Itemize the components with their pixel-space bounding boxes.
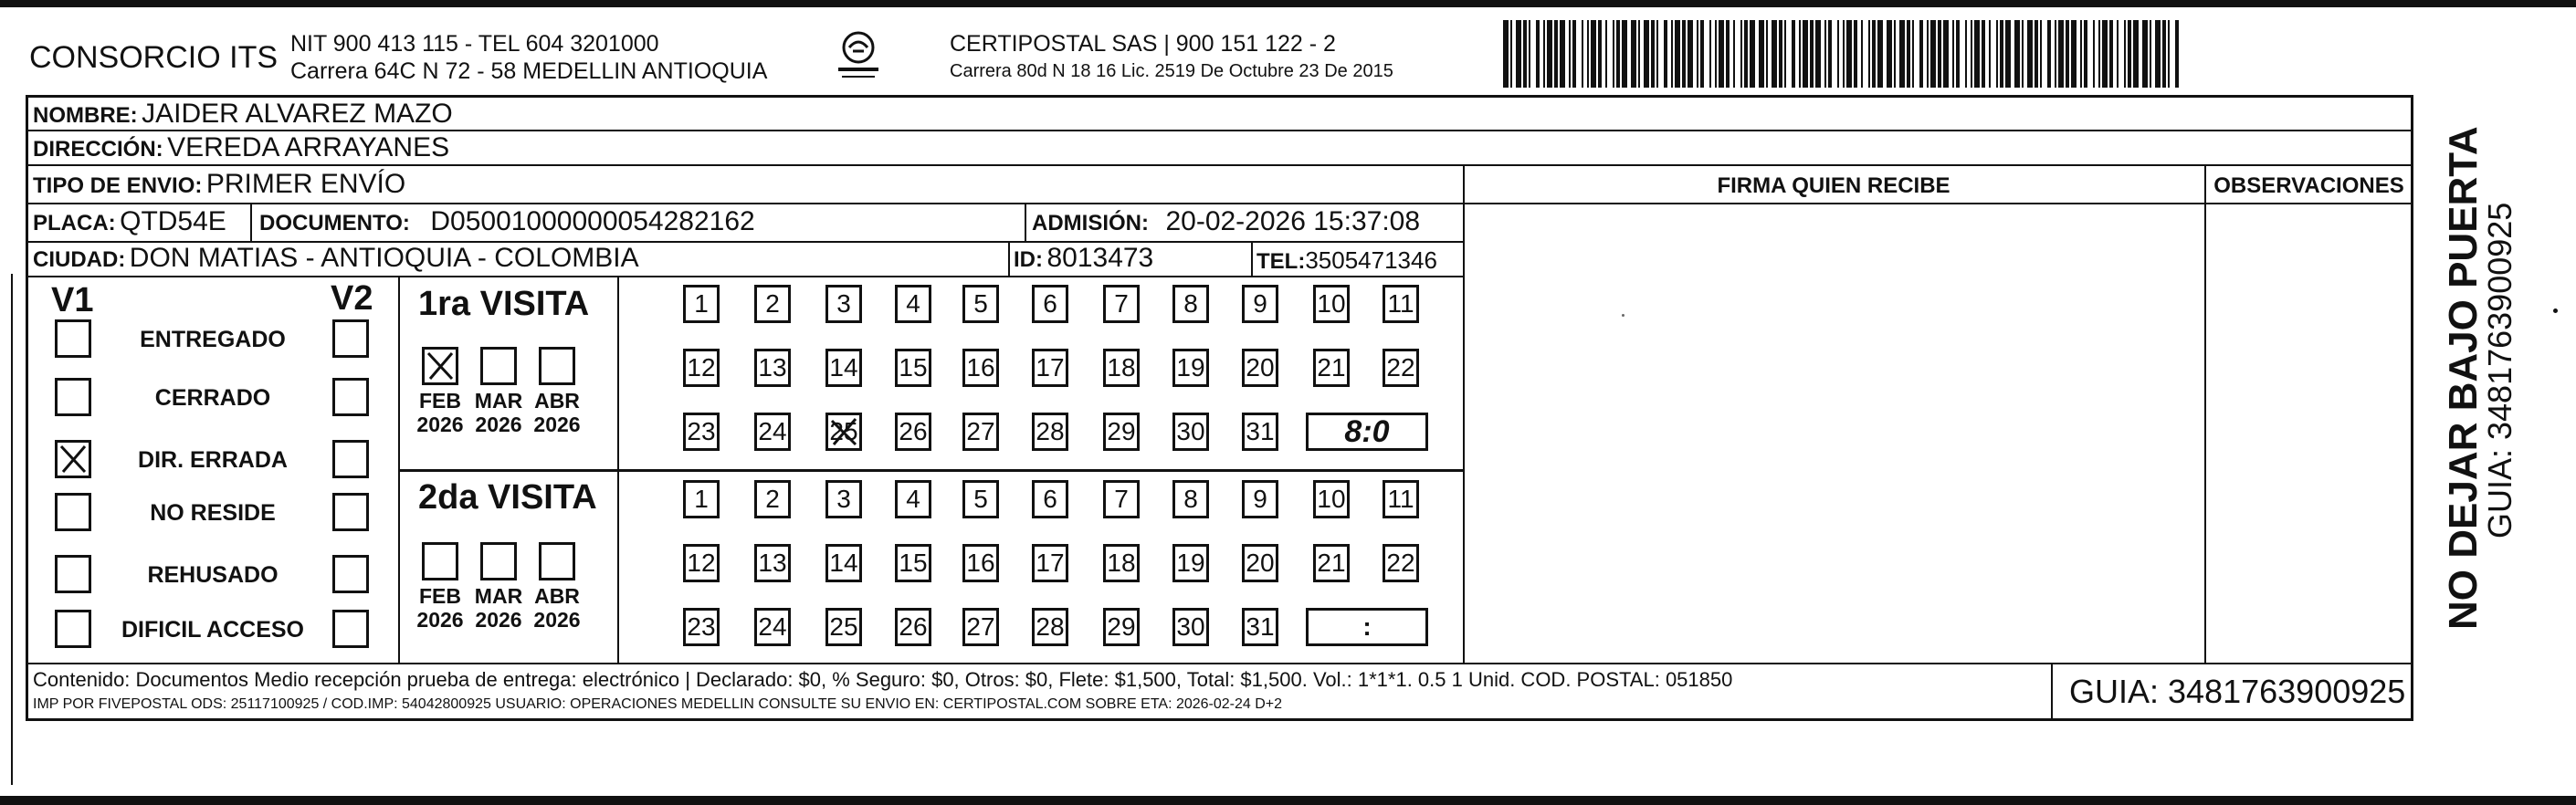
footer-line2: IMP POR FIVEPOSTAL ODS: 25117100925 / COD.IMP: 54042800925 USUARIO: OPERACIONES MEDELLIN CONSULTE SU ENVIO EN: CERTIPOSTAL.COM SOBRE ETA: 2026-02-24 D+2 <box>33 696 1283 712</box>
v2-checkbox[interactable] <box>332 319 369 358</box>
barcode-bar <box>1803 20 1808 88</box>
barcode-bar <box>1854 20 1857 88</box>
barcode-bar <box>2066 20 2069 88</box>
ciudad-label: CIUDAD: <box>33 247 126 272</box>
company-nit-tel: NIT 900 413 115 - TEL 604 3201000 <box>290 31 659 57</box>
ciudad-value: DON MATIAS - ANTIOQUIA - COLOMBIA <box>129 243 639 273</box>
divider <box>1463 203 2413 204</box>
v1-checkbox[interactable] <box>55 378 91 416</box>
bottom-edge <box>0 796 2576 805</box>
day-box[interactable]: 28 <box>1032 608 1068 646</box>
stray-dot <box>1622 314 1624 317</box>
barcode-bar <box>1682 20 1686 88</box>
month-name: FEB <box>419 389 461 413</box>
month-name: ABR <box>534 584 580 608</box>
day-box[interactable]: 12 <box>683 349 720 387</box>
barcode-bar <box>1887 20 1892 88</box>
stray-dot <box>2553 308 2558 313</box>
barcode-bar <box>1598 20 1602 88</box>
day-box[interactable]: 16 <box>962 349 999 387</box>
v2-checkbox[interactable] <box>332 440 369 478</box>
barcode-bar <box>1616 20 1620 88</box>
day-box[interactable]: 13 <box>754 544 791 582</box>
v2-checkbox[interactable] <box>332 493 369 531</box>
barcode-bar <box>2109 20 2113 88</box>
barcode-bar <box>2000 20 2003 88</box>
barcode-bar <box>1560 20 1565 88</box>
barcode-bar <box>1719 20 1724 88</box>
direccion-value: VEREDA ARRAYANES <box>167 132 450 162</box>
day-box[interactable]: 5 <box>962 480 999 518</box>
barcode-bar <box>2058 20 2064 88</box>
barcode-bar <box>2175 20 2179 88</box>
barcode-bar <box>2084 20 2087 88</box>
barcode-bar <box>1810 20 1814 88</box>
footer-guia: GUIA: 3481763900925 <box>2069 673 2406 710</box>
check-mark-icon <box>58 443 89 476</box>
barcode-bar <box>1529 20 1530 88</box>
barcode-bar <box>1587 20 1589 88</box>
day-box[interactable]: 19 <box>1172 349 1209 387</box>
barcode-bar <box>1744 20 1748 88</box>
carrier-name: CERTIPOSTAL SAS | 900 151 122 - 2 <box>950 31 1336 57</box>
barcode-bar <box>1872 20 1876 88</box>
direccion-label: DIRECCIÓN: <box>33 137 163 162</box>
day-box[interactable]: 21 <box>1313 349 1350 387</box>
day-box[interactable]: 5 <box>962 285 999 323</box>
barcode <box>1503 20 2181 88</box>
v2-checkbox[interactable] <box>332 610 369 648</box>
barcode-bar <box>1943 20 1949 88</box>
barcode-bar <box>1996 20 1998 88</box>
day-box[interactable]: 3 <box>825 480 862 518</box>
day-box[interactable]: 19 <box>1172 544 1209 582</box>
day-box[interactable]: 11 <box>1383 285 1419 323</box>
day-box[interactable]: 4 <box>895 285 931 323</box>
barcode-bar <box>1638 20 1640 88</box>
day-box[interactable]: 18 <box>1103 544 1140 582</box>
placa-value: QTD54E <box>120 206 226 236</box>
obs-column-line <box>2204 164 2206 663</box>
id-label: ID: <box>1014 247 1043 272</box>
month-checkbox[interactable] <box>539 347 575 385</box>
barcode-bar <box>1815 20 1821 88</box>
barcode-bar <box>1591 20 1596 88</box>
month-year: 2026 <box>533 413 581 437</box>
day-box[interactable]: 14 <box>825 349 862 387</box>
barcode-bar <box>1572 20 1576 88</box>
barcode-bar <box>1846 20 1852 88</box>
footer-line1: Contenido: Documentos Medio recepción prueba de entrega: electrónico | Declarado: $0, % Seguro: $0, Otros: $0, Flete: $1,500, Total: $1,500. Vol.: 1*1*1. 0.5 1 Unid. COD. POSTAL: 051850 <box>33 668 1733 691</box>
day-box[interactable]: 7 <box>1103 480 1140 518</box>
status-label: ENTREGADO <box>140 327 286 352</box>
barcode-bar <box>2155 20 2161 88</box>
barcode-bar <box>2055 20 2056 88</box>
barcode-bar <box>1938 20 1941 88</box>
v1-checkbox[interactable] <box>55 610 91 648</box>
barcode-bar <box>1554 20 1558 88</box>
month-name: MAR <box>474 584 523 608</box>
divider <box>26 203 1463 204</box>
day-box[interactable]: 6 <box>1032 285 1068 323</box>
barcode-bar <box>2128 20 2131 88</box>
barcode-bar <box>1644 20 1649 88</box>
v2-header: V2 <box>331 279 373 318</box>
divider <box>26 276 1463 277</box>
day-box[interactable]: 8 <box>1172 480 1209 518</box>
barcode-bar <box>1912 20 1914 88</box>
day-box[interactable]: 6 <box>1032 480 1068 518</box>
day-box[interactable]: 11 <box>1383 480 1419 518</box>
v1-header: V1 <box>51 281 94 319</box>
barcode-bar <box>1919 20 1923 88</box>
barcode-bar <box>1651 20 1655 88</box>
v1-checkbox[interactable] <box>55 319 91 358</box>
barcode-bar <box>2005 20 2011 88</box>
barcode-bar <box>1671 20 1673 88</box>
month-checkbox[interactable] <box>539 542 575 580</box>
month-label <box>473 389 524 437</box>
month-checkbox[interactable] <box>422 542 458 580</box>
day-box[interactable]: 24 <box>754 413 791 451</box>
barcode-bar <box>1759 20 1764 88</box>
divider <box>1251 241 1253 276</box>
day-box[interactable]: 10 <box>1313 285 1350 323</box>
id-value: 8013473 <box>1046 243 1154 273</box>
side-text-block <box>2418 100 2518 648</box>
company-address: Carrera 64C N 72 - 58 MEDELLIN ANTIOQUIA <box>290 58 768 84</box>
barcode-bar <box>1726 20 1730 88</box>
barcode-bar <box>2150 20 2151 88</box>
status-label: CERRADO <box>154 385 271 411</box>
v1-checkbox[interactable] <box>55 440 91 478</box>
documento-value: D05001000000054282162 <box>430 206 755 236</box>
barcode-bar <box>2133 20 2139 88</box>
barcode-bar <box>1688 20 1693 88</box>
barcode-bar <box>1772 20 1777 88</box>
barcode-bar <box>1536 20 1540 88</box>
day-box[interactable]: 20 <box>1242 544 1278 582</box>
time-box[interactable]: : <box>1306 608 1428 646</box>
barcode-bar <box>1733 20 1735 88</box>
day-box[interactable]: 25 <box>825 608 862 646</box>
status-label: DIFICIL ACCESO <box>121 617 304 643</box>
ciudad-row <box>33 245 639 272</box>
v1-checkbox[interactable] <box>55 555 91 593</box>
top-edge <box>0 0 2576 7</box>
tel-value: 3505471346 <box>1305 246 1437 274</box>
day-box[interactable]: 27 <box>962 608 999 646</box>
id-row <box>1014 245 1153 272</box>
day-box[interactable]: 9 <box>1242 285 1278 323</box>
day-box[interactable]: 13 <box>754 349 791 387</box>
day-box[interactable]: 2 <box>754 480 791 518</box>
admision-label: ADMISIÓN: <box>1032 211 1149 235</box>
documento-row <box>259 208 755 235</box>
day-box[interactable]: 9 <box>1242 480 1278 518</box>
tipo-row <box>33 171 405 198</box>
nombre-row <box>33 100 453 128</box>
company-name: CONSORCIO ITS <box>29 40 279 75</box>
observaciones-header: OBSERVACIONES <box>2213 173 2404 198</box>
tipo-value: PRIMER ENVÍO <box>205 169 406 199</box>
divider <box>398 469 1463 472</box>
barcode-bar <box>2047 20 2051 88</box>
day-box[interactable]: 20 <box>1242 349 1278 387</box>
barcode-bar <box>1700 20 1704 88</box>
month-name: FEB <box>419 584 461 608</box>
day-box[interactable]: 30 <box>1172 608 1209 646</box>
barcode-bar <box>2162 20 2166 88</box>
day-box[interactable]: 25 <box>825 413 862 451</box>
barcode-bar <box>1510 20 1512 88</box>
firma-header: FIRMA QUIEN RECIBE <box>1717 173 1950 198</box>
barcode-bar <box>2142 20 2148 88</box>
day-box[interactable]: 27 <box>962 413 999 451</box>
barcode-bar <box>1843 20 1845 88</box>
barcode-bar <box>1605 20 1607 88</box>
month-label <box>415 584 466 632</box>
barcode-bar <box>1664 20 1667 88</box>
day-box[interactable]: 17 <box>1032 349 1068 387</box>
day-box[interactable]: 4 <box>895 480 931 518</box>
day-box[interactable]: 23 <box>683 608 720 646</box>
firma-column-line <box>1463 164 1465 663</box>
divider <box>2051 663 2053 721</box>
barcode-bar <box>1989 20 1991 88</box>
day-box[interactable]: 7 <box>1103 285 1140 323</box>
barcode-bar <box>1697 20 1698 88</box>
day-box[interactable]: 22 <box>1383 544 1419 582</box>
day-box[interactable]: 1 <box>683 480 720 518</box>
day-box[interactable]: 8 <box>1172 285 1209 323</box>
barcode-bar <box>1613 20 1614 88</box>
day-box[interactable]: 3 <box>825 285 862 323</box>
month-year: 2026 <box>533 608 581 632</box>
day-box[interactable]: 21 <box>1313 544 1350 582</box>
no-dejar-bajo-puerta: NO DEJAR BAJO PUERTA <box>2441 126 2486 630</box>
day-box[interactable]: 17 <box>1032 544 1068 582</box>
month-label <box>531 389 583 437</box>
barcode-bar <box>1971 20 1972 88</box>
check-mark-icon <box>425 350 456 382</box>
status-label: DIR. ERRADA <box>138 447 288 473</box>
barcode-bar <box>2071 20 2077 88</box>
day-box[interactable]: 14 <box>825 544 862 582</box>
admision-value: 20-02-2026 15:37:08 <box>1165 206 1421 236</box>
barcode-bar <box>1631 20 1636 88</box>
day-box[interactable]: 18 <box>1103 349 1140 387</box>
month-year: 2026 <box>416 413 464 437</box>
barcode-bar <box>1715 20 1717 88</box>
barcode-bar <box>1740 20 1742 88</box>
barcode-bar <box>1930 20 1936 88</box>
first-visit-title: 1ra VISITA <box>418 285 590 323</box>
day-box[interactable]: 1 <box>683 285 720 323</box>
barcode-bar <box>1828 20 1832 88</box>
barcode-bar <box>2027 20 2033 88</box>
v2-checkbox[interactable] <box>332 378 369 416</box>
placa-label: PLACA: <box>33 211 116 235</box>
second-visit-title: 2da VISITA <box>418 478 597 517</box>
certipostal-logo <box>831 27 886 82</box>
status-label: NO RESIDE <box>150 500 276 526</box>
month-year: 2026 <box>416 608 464 632</box>
barcode-bar <box>1792 20 1795 88</box>
barcode-bar <box>2014 20 2020 88</box>
v1-checkbox[interactable] <box>55 493 91 531</box>
day-box[interactable]: 31 <box>1242 608 1278 646</box>
barcode-bar <box>2080 20 2082 88</box>
barcode-bar <box>1877 20 1883 88</box>
barcode-bar <box>1656 20 1658 88</box>
barcode-bar <box>1837 20 1839 88</box>
barcode-bar <box>1569 20 1571 88</box>
carrier-license: Carrera 80d N 18 16 Lic. 2519 De Octubre 23 De 2015 <box>950 61 1393 81</box>
day-box[interactable]: 29 <box>1103 608 1140 646</box>
barcode-bar <box>1503 20 1509 88</box>
month-checkbox[interactable] <box>480 347 517 385</box>
barcode-bar <box>2093 20 2095 88</box>
v2-checkbox[interactable] <box>332 555 369 593</box>
month-checkbox[interactable] <box>480 542 517 580</box>
day-box[interactable]: 26 <box>895 608 931 646</box>
barcode-bar <box>1982 20 1985 88</box>
day-box[interactable]: 12 <box>683 544 720 582</box>
tel-label: TEL: <box>1256 249 1306 274</box>
month-label <box>415 389 466 437</box>
barcode-bar <box>1952 20 1954 88</box>
barcode-bar <box>1824 20 1826 88</box>
divider <box>1025 203 1026 241</box>
direccion-row <box>33 134 449 162</box>
barcode-bar <box>1516 20 1521 88</box>
day-box[interactable]: 29 <box>1103 413 1140 451</box>
day-box[interactable]: 10 <box>1313 480 1350 518</box>
day-box[interactable]: 26 <box>895 413 931 451</box>
check-mark-icon <box>828 415 859 448</box>
month-label <box>473 584 524 632</box>
barcode-bar <box>1750 20 1755 88</box>
barcode-bar <box>1675 20 1680 88</box>
day-box[interactable]: 23 <box>683 413 720 451</box>
barcode-bar <box>1861 20 1863 88</box>
day-box[interactable]: 16 <box>962 544 999 582</box>
divider <box>250 203 252 241</box>
barcode-bar <box>2022 20 2024 88</box>
month-label <box>531 584 583 632</box>
barcode-bar <box>1974 20 1980 88</box>
month-year: 2026 <box>475 608 522 632</box>
day-box[interactable]: 22 <box>1383 349 1419 387</box>
barcode-bar <box>2117 20 2119 88</box>
nombre-value: JAIDER ALVAREZ MAZO <box>142 99 453 129</box>
status-label: REHUSADO <box>147 562 279 588</box>
day-box[interactable]: 2 <box>754 285 791 323</box>
barcode-bar <box>1709 20 1711 88</box>
barcode-bar <box>2040 20 2042 88</box>
left-margin-line <box>11 274 13 785</box>
placa-row <box>33 208 226 235</box>
barcode-bar <box>1779 20 1782 88</box>
barcode-bar <box>2035 20 2038 88</box>
day-box[interactable]: 15 <box>895 544 931 582</box>
barcode-bar <box>1523 20 1527 88</box>
barcode-bar <box>1868 20 1870 88</box>
month-year: 2026 <box>475 413 522 437</box>
barcode-bar <box>1956 20 1960 88</box>
barcode-bar <box>1927 20 1929 88</box>
time-box[interactable]: 8:0 <box>1306 413 1428 451</box>
day-box[interactable]: 15 <box>895 349 931 387</box>
barcode-bar <box>1965 20 1967 88</box>
admision-row <box>1032 208 1420 235</box>
barcode-bar <box>2168 20 2170 88</box>
month-name: ABR <box>534 389 580 413</box>
divider <box>1008 241 1010 276</box>
barcode-bar <box>2102 20 2108 88</box>
side-guia: GUIA: 3481763900925 <box>2481 202 2518 538</box>
barcode-bar <box>2124 20 2126 88</box>
divider <box>26 130 2413 131</box>
barcode-bar <box>1582 20 1583 88</box>
divider <box>26 663 2413 664</box>
documento-label: DOCUMENTO: <box>259 211 410 235</box>
barcode-bar <box>1907 20 1910 88</box>
nombre-label: NOMBRE: <box>33 103 138 128</box>
month-checkbox[interactable] <box>422 347 458 385</box>
month-name: MAR <box>474 389 523 413</box>
barcode-bar <box>1899 20 1905 88</box>
barcode-bar <box>1784 20 1786 88</box>
barcode-bar <box>2098 20 2100 88</box>
day-box[interactable]: 28 <box>1032 413 1068 451</box>
barcode-bar <box>1894 20 1896 88</box>
barcode-bar <box>1543 20 1545 88</box>
day-box[interactable]: 24 <box>754 608 791 646</box>
tel-row <box>1256 248 1437 273</box>
barcode-bar <box>1622 20 1627 88</box>
barcode-bar <box>1799 20 1801 88</box>
divider <box>26 164 2413 166</box>
barcode-bar <box>1547 20 1552 88</box>
barcode-bar <box>1766 20 1768 88</box>
day-box[interactable]: 31 <box>1242 413 1278 451</box>
tipo-label: TIPO DE ENVIO: <box>33 173 203 198</box>
day-box[interactable]: 30 <box>1172 413 1209 451</box>
